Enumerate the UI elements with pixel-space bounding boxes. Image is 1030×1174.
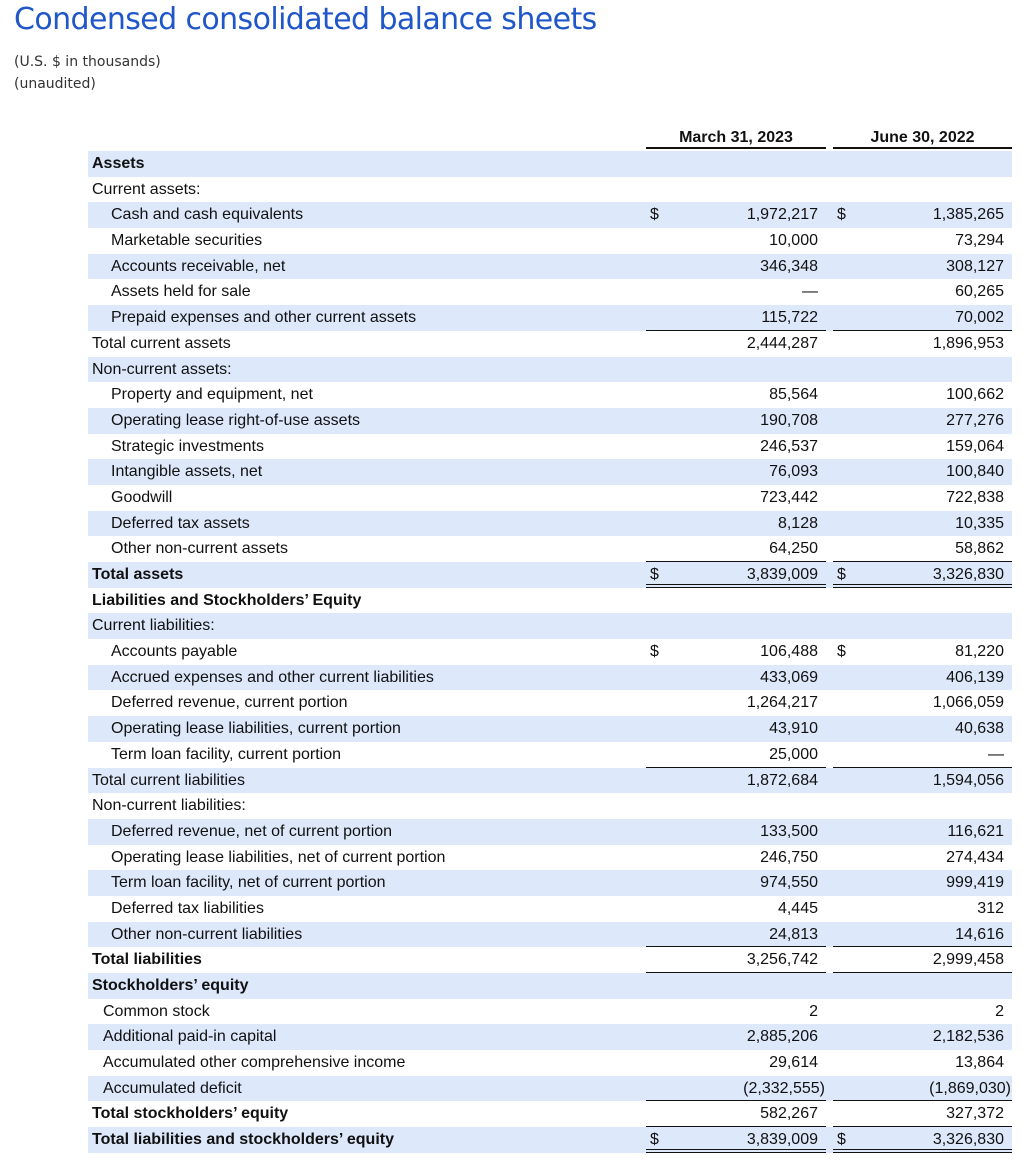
- value-cell-march-2023: $ 3,839,009: [646, 1127, 826, 1153]
- row-label: Accounts payable: [111, 643, 238, 661]
- value-cell-june-2022: 14,616: [833, 922, 1012, 948]
- value-cell-june-2022: 312: [977, 899, 1004, 917]
- value-cell-june-2022: 308,127: [946, 257, 1004, 275]
- row-label: Non-current liabilities:: [92, 797, 246, 815]
- value-cell-march-2023: 2: [809, 1002, 818, 1020]
- value-cell-june-2022: 10,335: [955, 514, 1004, 532]
- table-row: [88, 485, 1012, 511]
- row-label: Deferred revenue, current portion: [111, 694, 348, 712]
- table-row: [88, 716, 1012, 742]
- value-cell-june-2022: 274,434: [946, 848, 1004, 866]
- table-row: [88, 690, 1012, 716]
- row-label: Liabilities and Stockholders’ Equity: [92, 591, 362, 609]
- row-label: Marketable securities: [111, 232, 263, 250]
- row-label: Cash and cash equivalents: [111, 206, 304, 224]
- value-cell-june-2022: 100,662: [946, 386, 1004, 404]
- total-row-assets: [88, 562, 1012, 588]
- value-cell-june-2022: 13,864: [955, 1054, 1004, 1072]
- value-cell-march-2023: 246,750: [760, 848, 818, 866]
- total-row-liabilities: [88, 947, 1012, 973]
- value-cell-march-2023: 24,813: [646, 922, 826, 948]
- value-cell-march-2023: 85,564: [769, 386, 818, 404]
- row-label: Total liabilities and stockholders’ equity: [92, 1131, 394, 1149]
- value-cell-march-2023: $ 1,972,217: [646, 202, 826, 228]
- table-row: [88, 639, 1012, 665]
- row-label: Assets: [92, 155, 145, 172]
- value-cell-june-2022: $ 81,220: [833, 639, 1012, 665]
- subtotal-row: [88, 331, 1012, 357]
- row-label: Accumulated deficit: [103, 1079, 242, 1097]
- row-label: Current liabilities:: [92, 617, 215, 635]
- value-cell-june-2022: 2,999,458: [833, 947, 1012, 973]
- value-cell-march-2023: 29,614: [769, 1054, 818, 1072]
- row-label: Term loan facility, current portion: [111, 745, 342, 763]
- dollar-sign: $: [650, 566, 659, 583]
- value-cell-march-2023: 115,722: [646, 305, 826, 331]
- units-note: (U.S. $ in thousands): [14, 54, 161, 70]
- row-label: Operating lease liabilities, net of current portion: [111, 848, 446, 866]
- row-label: Common stock: [103, 1002, 210, 1020]
- subtotal-row: [88, 768, 1012, 794]
- page-title: Condensed consolidated balance sheets: [14, 2, 597, 37]
- table-row: [88, 408, 1012, 434]
- table-row: [88, 845, 1012, 871]
- value-cell-june-2022: $ 1,385,265: [833, 202, 1012, 228]
- value-cell-march-2023: 2,444,287: [746, 334, 818, 352]
- row-label: Deferred tax liabilities: [111, 899, 264, 917]
- total-row-stockholders-equity: [88, 1101, 1012, 1127]
- value-cell-june-2022: 60,265: [955, 283, 1004, 301]
- value-cell-march-2023: 433,069: [760, 668, 818, 686]
- table-row: [88, 870, 1012, 896]
- row-label: Total current assets: [92, 334, 231, 352]
- value-cell-june-2022: $ 3,326,830: [833, 1127, 1012, 1153]
- value-cell-march-2023: 76,093: [769, 463, 818, 481]
- table-row: [88, 999, 1012, 1025]
- table-row: [88, 434, 1012, 460]
- row-label: Prepaid expenses and other current assets: [111, 309, 417, 327]
- table-row: [88, 382, 1012, 408]
- table-row: [88, 742, 1012, 768]
- value-cell-march-2023: $ 3,839,009: [646, 562, 826, 588]
- value-cell-june-2022: 100,840: [946, 463, 1004, 481]
- row-label: Accrued expenses and other current liabilities: [111, 668, 434, 686]
- section-header-liabilities-equity: [88, 588, 1012, 614]
- value-cell-june-2022: 2,182,536: [932, 1028, 1004, 1046]
- value-cell-march-2023: 4,445: [777, 899, 818, 917]
- table-row: [88, 665, 1012, 691]
- subsection-header-non-current-assets: [88, 357, 1012, 383]
- subsection-header-stockholders-equity: [88, 973, 1012, 999]
- row-label: Total stockholders’ equity: [92, 1105, 289, 1123]
- value-cell-june-2022: 58,862: [833, 536, 1012, 562]
- row-label: Accumulated other comprehensive income: [103, 1054, 406, 1072]
- row-label: Non-current assets:: [92, 360, 232, 378]
- value-cell-june-2022: (1,869,030): [833, 1076, 1012, 1102]
- value-cell-march-2023: 8,128: [777, 514, 818, 532]
- table-row: [88, 922, 1012, 948]
- column-header-june-2022: June 30, 2022: [833, 129, 1012, 149]
- value-cell-march-2023: (2,332,555): [646, 1076, 826, 1102]
- row-label: Deferred tax assets: [111, 514, 250, 532]
- section-header-assets: [88, 151, 1012, 177]
- value-cell-march-2023: 723,442: [760, 488, 818, 506]
- row-label: Accounts receivable, net: [111, 257, 286, 275]
- value-cell-march-2023: 3,256,742: [646, 947, 826, 973]
- dollar-sign: $: [650, 1131, 659, 1149]
- subsection-header-non-current-liabilities: [88, 793, 1012, 819]
- column-header-march-2023: March 31, 2023: [646, 129, 826, 149]
- value-cell-june-2022: 116,621: [947, 822, 1004, 840]
- value-cell-march-2023: 64,250: [646, 536, 826, 562]
- value-cell-march-2023: 246,537: [760, 437, 818, 455]
- value-cell-june-2022: 1,896,953: [932, 334, 1004, 352]
- row-label: Assets held for sale: [111, 283, 251, 301]
- value-cell-june-2022: 999,419: [946, 874, 1004, 892]
- value-cell-march-2023: 2,885,206: [746, 1028, 818, 1046]
- table-row: [88, 202, 1012, 228]
- value-cell-june-2022: 722,838: [946, 488, 1004, 506]
- row-label: Term loan facility, net of current portion: [111, 874, 386, 892]
- balance-sheet-table: [88, 151, 1012, 1153]
- subsection-header-current-liabilities: [88, 613, 1012, 639]
- value-cell-march-2023: $ 106,488: [646, 639, 826, 665]
- value-cell-june-2022: 1,594,056: [932, 771, 1004, 789]
- table-row: [88, 536, 1012, 562]
- row-label: Intangible assets, net: [111, 463, 263, 481]
- dollar-sign: $: [837, 1131, 846, 1149]
- value-cell-june-2022: 2: [995, 1002, 1004, 1020]
- table-row: [88, 254, 1012, 280]
- value-cell-june-2022: $ 3,326,830: [833, 562, 1012, 588]
- value-cell-march-2023: 1,264,217: [746, 694, 818, 712]
- row-label: Stockholders’ equity: [92, 977, 249, 994]
- table-row: [88, 228, 1012, 254]
- value-cell-june-2022: 406,139: [946, 668, 1004, 686]
- subsection-header-current-assets: [88, 177, 1012, 203]
- table-row: [88, 305, 1012, 331]
- row-label: Other non-current liabilities: [111, 925, 303, 943]
- row-label: Operating lease liabilities, current portion: [111, 720, 401, 738]
- row-label: Total current liabilities: [92, 771, 245, 789]
- row-label: Deferred revenue, net of current portion: [111, 822, 393, 840]
- value-cell-march-2023: 43,910: [769, 720, 818, 738]
- value-cell-june-2022: 70,002: [833, 305, 1012, 331]
- value-cell-march-2023: 133,500: [760, 822, 818, 840]
- value-cell-june-2022: 1,066,059: [932, 694, 1004, 712]
- table-row: [88, 896, 1012, 922]
- table-row: [88, 511, 1012, 537]
- value-cell-june-2022: 277,276: [946, 411, 1004, 429]
- row-label: Current assets:: [92, 180, 201, 198]
- table-row: [88, 819, 1012, 845]
- value-cell-june-2022: 40,638: [955, 720, 1004, 738]
- table-row: [88, 279, 1012, 305]
- dollar-sign: $: [837, 566, 846, 583]
- table-row: [88, 459, 1012, 485]
- value-cell-june-2022: 73,294: [955, 232, 1004, 250]
- audit-note: (unaudited): [14, 76, 96, 92]
- value-cell-june-2022: 159,064: [946, 437, 1004, 455]
- row-label: Total assets: [92, 566, 184, 583]
- value-cell-march-2023: 1,872,684: [746, 771, 818, 789]
- value-cell-march-2023: 346,348: [760, 257, 818, 275]
- value-cell-june-2022: 327,372: [833, 1101, 1012, 1127]
- row-label: Additional paid-in capital: [103, 1028, 277, 1046]
- value-cell-march-2023: 582,267: [646, 1101, 826, 1127]
- row-label: Strategic investments: [111, 437, 264, 455]
- table-row: [88, 1050, 1012, 1076]
- value-cell-march-2023: 10,000: [769, 232, 818, 250]
- row-label: Total liabilities: [92, 951, 202, 969]
- total-row-liabilities-and-equity: [88, 1127, 1012, 1153]
- table-row: [88, 1076, 1012, 1102]
- dollar-sign: $: [837, 206, 846, 224]
- row-label: Other non-current assets: [111, 540, 288, 558]
- value-cell-march-2023: 190,708: [760, 411, 818, 429]
- dollar-sign: $: [837, 643, 846, 661]
- value-cell-june-2022: —: [833, 742, 1012, 768]
- value-cell-march-2023: 974,550: [760, 874, 818, 892]
- row-label: Goodwill: [111, 488, 173, 506]
- row-label: Operating lease right-of-use assets: [111, 411, 361, 429]
- dollar-sign: $: [650, 206, 659, 224]
- row-label: Property and equipment, net: [111, 386, 313, 404]
- table-row: [88, 1024, 1012, 1050]
- dollar-sign: $: [650, 643, 659, 661]
- value-cell-march-2023: —: [802, 283, 818, 301]
- value-cell-march-2023: 25,000: [646, 742, 826, 768]
